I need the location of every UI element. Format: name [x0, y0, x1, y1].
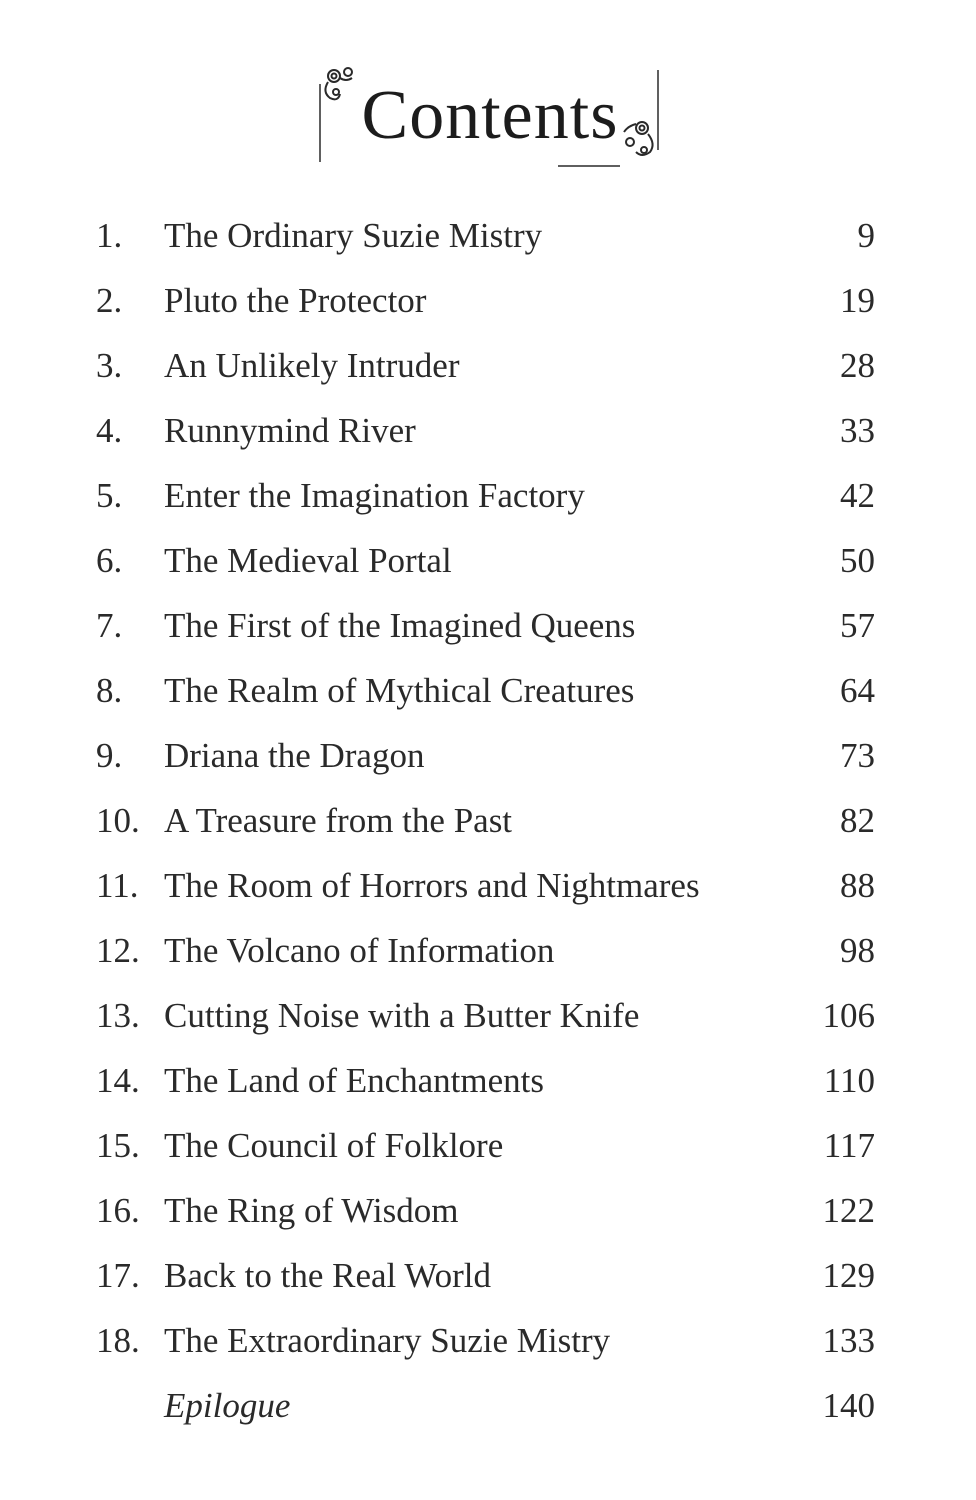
page-title: Contents	[361, 77, 619, 154]
toc-entry-page: 98	[840, 931, 875, 970]
toc-entry-title: The Council of Folklore	[164, 1126, 504, 1165]
toc-entry-page: 19	[840, 281, 875, 320]
toc-entry-title: Enter the Imagination Factory	[164, 476, 585, 515]
toc-entry-number: 4.	[96, 411, 123, 450]
toc-entry-number: 7.	[96, 606, 123, 645]
toc-entry-title: The First of the Imagined Queens	[164, 606, 636, 645]
toc-entry-page: 73	[840, 736, 875, 775]
toc-entry-number: 12.	[96, 931, 140, 970]
toc-entry	[0, 203, 976, 268]
toc-entry-title: The Land of Enchantments	[164, 1061, 545, 1100]
toc-entry	[0, 788, 976, 853]
toc-entry-number: 11.	[96, 866, 139, 905]
toc-entry-title: Pluto the Protector	[164, 281, 427, 320]
toc-entry-title: The Medieval Portal	[164, 541, 452, 580]
toc-entry-number: 3.	[96, 346, 123, 385]
toc-entry-page: 110	[823, 1061, 875, 1100]
toc-entry-page: 82	[840, 801, 875, 840]
contents-heading-block	[310, 62, 670, 172]
toc-entry-title: Runnymind River	[164, 411, 416, 450]
toc-entry-page: 33	[840, 411, 875, 450]
toc-entry	[0, 1113, 976, 1178]
toc-entry-number: 16.	[96, 1191, 140, 1230]
toc-entry-page: 133	[822, 1321, 875, 1360]
toc-entry-title: The Volcano of Information	[164, 931, 555, 970]
toc-entry-page: 140	[822, 1386, 875, 1425]
toc-entry-title: The Realm of Mythical Creatures	[164, 671, 635, 710]
toc-entry-number: 8.	[96, 671, 123, 710]
toc-entry-title: The Extraordinary Suzie Mistry	[164, 1321, 611, 1360]
table-of-contents	[0, 203, 976, 1438]
toc-entry	[0, 1048, 976, 1113]
toc-entry	[0, 463, 976, 528]
toc-entry-title: A Treasure from the Past	[164, 801, 513, 840]
toc-entry-page: 64	[840, 671, 875, 710]
toc-entry-number: 14.	[96, 1061, 140, 1100]
toc-entry-number: 5.	[96, 476, 123, 515]
toc-entry-title: An Unlikely Intruder	[164, 346, 460, 385]
toc-entry-number: 9.	[96, 736, 123, 775]
toc-entry	[0, 1178, 976, 1243]
toc-entry-number: 10.	[96, 801, 140, 840]
toc-entry	[0, 1308, 976, 1373]
toc-entry-title: The Ordinary Suzie Mistry	[164, 216, 543, 255]
toc-entry	[0, 1243, 976, 1308]
toc-entry	[0, 333, 976, 398]
toc-entry-page: 57	[840, 606, 875, 645]
toc-entry-page: 129	[822, 1256, 875, 1295]
toc-entry-number: 2.	[96, 281, 123, 320]
toc-entry-number: 13.	[96, 996, 140, 1035]
toc-entry-page: 106	[822, 996, 875, 1035]
toc-entry-number: 1.	[96, 216, 123, 255]
toc-entry-number: 15.	[96, 1126, 140, 1165]
toc-entry-number: 17.	[96, 1256, 140, 1295]
toc-entry	[0, 853, 976, 918]
toc-entry-title: The Room of Horrors and Nightmares	[164, 866, 700, 905]
toc-entry	[0, 1373, 976, 1438]
toc-entry	[0, 268, 976, 333]
toc-entry	[0, 398, 976, 463]
toc-entry-page: 9	[857, 216, 875, 255]
toc-entry-number: 6.	[96, 541, 123, 580]
toc-entry-page: 122	[822, 1191, 875, 1230]
toc-entry	[0, 918, 976, 983]
toc-entry-title: Driana the Dragon	[164, 736, 425, 775]
toc-entry	[0, 658, 976, 723]
toc-entry-page: 88	[840, 866, 875, 905]
toc-entry-page: 28	[840, 346, 875, 385]
toc-entry-title: Epilogue	[164, 1386, 291, 1425]
toc-entry-page: 42	[840, 476, 875, 515]
toc-entry	[0, 528, 976, 593]
toc-entry-title: The Ring of Wisdom	[164, 1191, 459, 1230]
toc-entry-page: 50	[840, 541, 875, 580]
toc-entry-page: 117	[823, 1126, 875, 1165]
toc-entry	[0, 593, 976, 658]
toc-entry	[0, 723, 976, 788]
toc-entry-title: Cutting Noise with a Butter Knife	[164, 996, 640, 1035]
toc-entry	[0, 983, 976, 1048]
toc-entry-title: Back to the Real World	[164, 1256, 492, 1295]
toc-entry-number: 18.	[96, 1321, 140, 1360]
